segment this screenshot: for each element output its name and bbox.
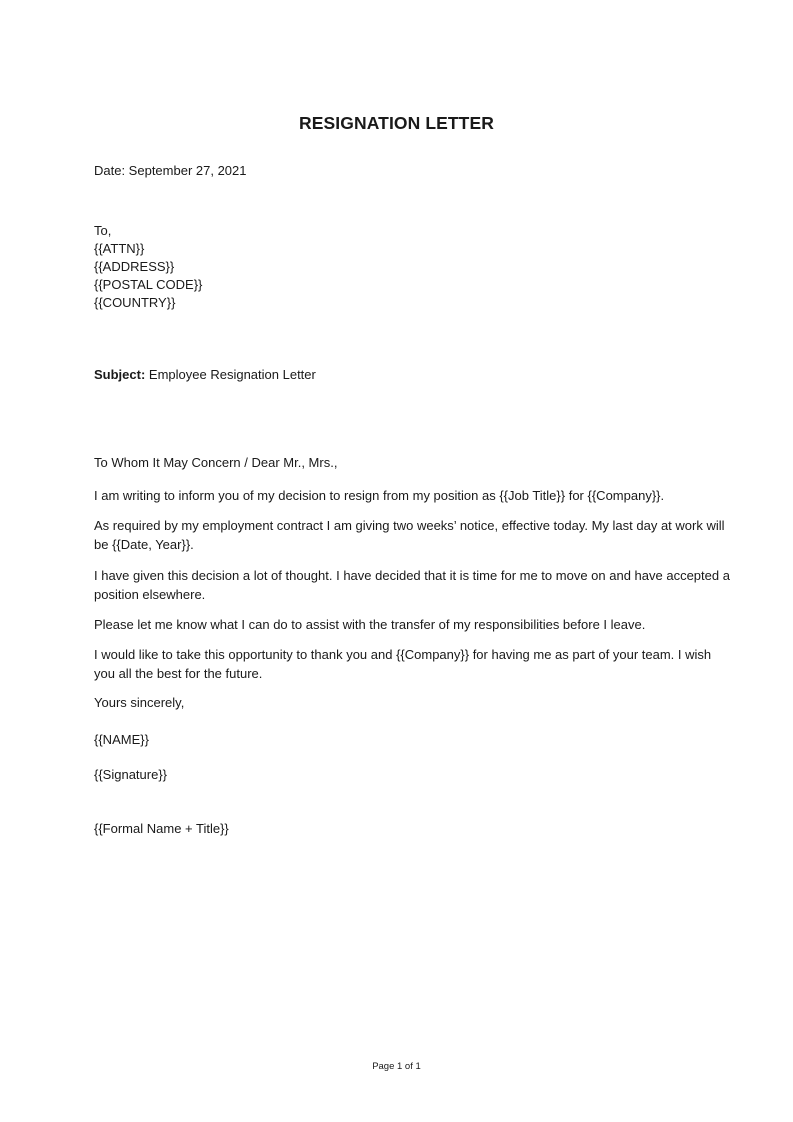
signer-name: {{NAME}} [94, 732, 149, 747]
salutation: To Whom It May Concern / Dear Mr., Mrs., [94, 455, 338, 470]
date-line: Date: September 27, 2021 [94, 163, 247, 178]
recipient-country: {{COUNTRY}} [94, 295, 176, 310]
body-paragraph-reason: I have given this decision a lot of thought. I have decided that it is time for me to move on and have accepted a position elsewhere. [94, 568, 730, 602]
signature-placeholder: {{Signature}} [94, 767, 168, 782]
body-paragraph-thanks: I would like to take this opportunity to thank you and {{Company}} for having me as part of your team. I wish you all the best for the future. [94, 647, 712, 681]
recipient-postal-code: {{POSTAL CODE}} [94, 277, 203, 292]
document-title: RESIGNATION LETTER [299, 113, 494, 133]
recipient-to: To, [94, 223, 112, 238]
subject-text: Employee Resignation Letter [148, 367, 316, 382]
recipient-address: {{ADDRESS}} [94, 259, 175, 274]
closing-line: Yours sincerely, [94, 695, 185, 710]
recipient-attn: {{ATTN}} [94, 241, 145, 256]
body-paragraph-intent: I am writing to inform you of my decision to resign from my position as {{Job Title}} for {{Company}}. [94, 488, 665, 503]
body-paragraph-transfer: Please let me know what I can do to assist with the transfer of my responsibilities before I leave. [94, 617, 646, 632]
body-paragraph-notice: As required by my employment contract I am giving two weeks’ notice, effective today. My last day at work will be {{Date, Year}}. [94, 518, 725, 552]
page-number: Page 1 of 1 [372, 1061, 421, 1072]
subject-label: Subject: [94, 367, 146, 382]
formal-name-title: {{Formal Name + Title}} [94, 821, 229, 836]
subject-line [94, 366, 316, 384]
